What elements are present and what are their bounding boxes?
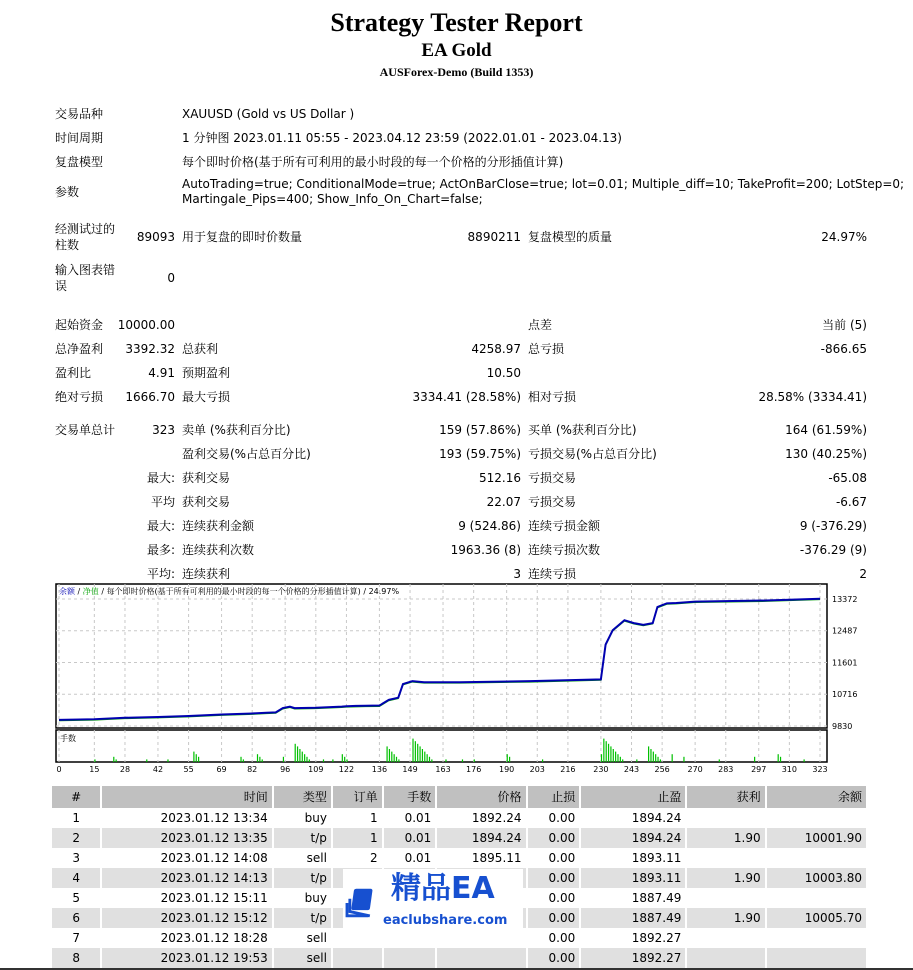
table-cell: 0.00 [527, 868, 581, 888]
column-header: 价格 [436, 786, 526, 808]
table-cell [766, 928, 867, 948]
x-tick-label: 297 [751, 765, 767, 774]
table-cell: 0.00 [527, 848, 581, 868]
table-cell: 2023.01.12 14:13 [101, 868, 272, 888]
volume-bar [306, 757, 307, 762]
table-cell: 0.00 [527, 888, 581, 908]
y-tick-label: 13372 [832, 595, 858, 604]
table-cell: 1894.24 [580, 808, 686, 828]
stat-spread: 当前 (5) [822, 318, 867, 332]
volume-bar [617, 754, 618, 762]
x-tick-label: 122 [338, 765, 355, 774]
table-cell: 2023.01.12 19:53 [101, 948, 272, 968]
volume-bar [396, 757, 397, 762]
volume-bar [636, 759, 637, 762]
table-cell: 1892.27 [580, 948, 686, 968]
volume-bar [309, 759, 310, 762]
stat-initial-deposit: 10000.00 [117, 318, 175, 332]
stat-avg-loss-label: 亏损交易 [528, 495, 577, 509]
volume-bar [622, 759, 623, 762]
volume-bar [509, 757, 510, 762]
stat-avg-cons-wins: 3 [513, 567, 521, 581]
table-cell [332, 948, 383, 968]
volume-bar [427, 754, 428, 762]
column-header: 订单 [332, 786, 383, 808]
stat-short-label: 卖单 (%获利百分比) [182, 423, 291, 437]
stat-max-dd: 3334.41 (28.58%) [412, 390, 521, 404]
watermark-site: eaclubshare.com [383, 913, 508, 928]
table-cell [436, 948, 526, 968]
x-tick-label: 270 [687, 765, 703, 774]
volume-bar [412, 739, 413, 762]
table-cell: 1887.49 [580, 908, 686, 928]
stat-gross-loss: -866.65 [820, 342, 867, 356]
stat-abs-dd: 1666.70 [125, 390, 175, 404]
column-header: # [52, 786, 101, 808]
table-cell: 0.00 [527, 928, 581, 948]
volume-bar [608, 744, 609, 762]
legend-entry: / 每个即时价格(基于所有可利用的最小时段的每一个价格的分形插值计算) / 24.97% [98, 587, 400, 596]
volume-bar [683, 757, 684, 762]
stat-maximal-cons-loss: -376.29 (9) [799, 543, 867, 557]
x-tick-label: 82 [247, 765, 258, 774]
table-row [52, 808, 867, 828]
volume-bar [507, 754, 508, 762]
table-cell: 1892.24 [436, 808, 526, 828]
stat-maximal-cons-profit-label: 连续获利次数 [182, 543, 255, 557]
x-tick-label: 256 [654, 765, 670, 774]
volume-bar [240, 757, 241, 762]
table-cell: 4 [52, 868, 101, 888]
table-cell: 1893.11 [580, 848, 686, 868]
volume-bar [259, 757, 260, 762]
stat-gross-profit-label: 总获利 [182, 342, 219, 356]
volume-bar [606, 741, 607, 762]
volume-bar [424, 752, 425, 762]
volume-bar [613, 749, 614, 762]
volume-bar [391, 752, 392, 762]
table-cell: t/p [273, 908, 332, 928]
x-tick-label: 136 [371, 765, 388, 774]
stat-avg-loss: -6.67 [835, 495, 867, 509]
stat-profit-factor-label: 盈利比 [55, 366, 92, 380]
stat-total-trades-label: 交易单总计 [55, 423, 116, 437]
stat-total-trades: 323 [152, 423, 175, 437]
volume-bar [323, 759, 324, 762]
stat-average-label: 平均 [150, 495, 175, 509]
symbol-value: XAUUSD (Gold vs US Dollar ) [182, 107, 355, 121]
column-header: 类型 [273, 786, 332, 808]
table-cell: 1894.24 [580, 828, 686, 848]
bars-value: 89093 [136, 230, 175, 244]
table-cell: buy [273, 808, 332, 828]
stat-profit-factor: 4.91 [148, 366, 175, 380]
volume-bar [431, 759, 432, 762]
table-cell: 1.90 [686, 908, 765, 928]
table-cell: 0.01 [383, 848, 437, 868]
x-tick-label: 28 [119, 765, 131, 774]
table-cell: 10003.80 [766, 868, 867, 888]
params-value: AutoTrading=true; ConditionalMode=true; ActOnBarClose=true; lot=0.01; Multiple_diff=10; TakeProfit=200; LotStep=0; [182, 177, 905, 191]
model-value: 每个即时价格(基于所有可利用的最小时段的每一个价格的分形插值计算) [182, 155, 564, 169]
column-header: 时间 [101, 786, 272, 808]
volume-bar [542, 759, 543, 762]
table-cell: 2023.01.12 13:34 [101, 808, 272, 828]
legend-entry: 净值 [82, 587, 99, 596]
stat-spread-label: 点差 [528, 318, 553, 332]
table-cell: 1.90 [686, 868, 765, 888]
stat-avg-profit: 22.07 [486, 495, 521, 509]
stat-avg-cons-wins-label: 连续获利 [182, 567, 231, 581]
table-cell: 2023.01.12 13:35 [101, 828, 272, 848]
volume-bar [342, 754, 343, 762]
table-cell [686, 888, 765, 908]
table-cell: 0.00 [527, 908, 581, 928]
column-header: 获利 [686, 786, 765, 808]
stat-avg2-label: 平均: [146, 567, 175, 581]
table-cell: 2023.01.12 14:08 [101, 848, 272, 868]
volume-bar [804, 759, 805, 762]
volume-bar [462, 759, 463, 762]
table-cell: 1 [332, 808, 383, 828]
table-cell: 1894.24 [436, 828, 526, 848]
bars-label: 经测试过的 [55, 222, 116, 236]
table-row [52, 848, 867, 868]
ea-name: EA Gold [421, 40, 492, 61]
volume-bar [193, 752, 194, 762]
stat-expected-payoff: 10.50 [486, 366, 521, 380]
volume-bar [299, 749, 300, 762]
volume-bar [620, 757, 621, 762]
volume-bar [719, 759, 720, 762]
symbol-label: 交易品种 [55, 107, 104, 121]
volume-bar [262, 759, 263, 762]
ticks-label: 用于复盘的即时价数量 [182, 230, 303, 244]
table-cell: 2023.01.12 15:11 [101, 888, 272, 908]
volume-bar [344, 757, 345, 762]
stat-long: 164 (61.59%) [785, 423, 867, 437]
column-header: 止盈 [580, 786, 686, 808]
volume-bar [445, 759, 446, 762]
legend-entry: / [75, 587, 83, 596]
x-tick-label: 283 [718, 765, 734, 774]
stat-largest-loss-label: 亏损交易 [528, 471, 577, 485]
table-cell: 1887.49 [580, 888, 686, 908]
watermark [343, 869, 523, 947]
stat-rel-dd-label: 相对亏损 [528, 390, 577, 404]
params-value-2: Martingale_Pips=400; Show_Info_On_Chart=false; [182, 192, 483, 206]
stat-max-cons-wins: 9 (524.86) [458, 519, 521, 533]
stat-max-dd-label: 最大亏损 [182, 390, 231, 404]
quality-value: 24.97% [821, 230, 867, 244]
volume-bar [603, 739, 604, 762]
table-cell: 1893.11 [580, 868, 686, 888]
volume-bar [346, 759, 347, 762]
volume-bar [394, 754, 395, 762]
stat-net-profit: 3392.32 [125, 342, 175, 356]
volume-bar [386, 746, 387, 762]
stat-gross-loss-label: 总亏损 [528, 342, 565, 356]
volume-bar [257, 754, 258, 762]
volume-bar [167, 759, 168, 762]
watermark-logo-icon [347, 887, 377, 919]
table-cell: 10005.70 [766, 908, 867, 928]
column-header: 止损 [527, 786, 581, 808]
volume-bar [297, 746, 298, 762]
volume-bar [780, 757, 781, 762]
volume-bar [648, 746, 649, 762]
volume-bar [415, 741, 416, 762]
volume-bar [417, 744, 418, 762]
table-cell: 2 [52, 828, 101, 848]
table-row [52, 948, 867, 968]
table-cell: 2 [332, 848, 383, 868]
ticks-value: 8890211 [467, 230, 521, 244]
stat-largest-profit-label: 获利交易 [182, 471, 231, 485]
stat-maximal-cons-loss-label: 连续亏损次数 [528, 543, 601, 557]
table-cell [766, 808, 867, 828]
volume-bar [398, 759, 399, 762]
y-tick-label: 9830 [832, 722, 853, 731]
table-cell: 1892.27 [580, 928, 686, 948]
stat-avg-cons-losses: 2 [859, 567, 867, 581]
y-tick-label: 11601 [832, 658, 858, 668]
stat-rel-dd: 28.58% (3334.41) [758, 390, 867, 404]
table-cell: 1.90 [686, 828, 765, 848]
stat-gross-profit: 4258.97 [471, 342, 521, 356]
table-cell: sell [273, 848, 332, 868]
stat-short: 159 (57.86%) [439, 423, 521, 437]
volume-bar [419, 746, 420, 762]
table-cell: 6 [52, 908, 101, 928]
volume-bar [672, 754, 673, 762]
table-cell: buy [273, 888, 332, 908]
x-tick-label: 0 [56, 765, 62, 774]
x-tick-label: 230 [593, 765, 609, 774]
watermark-brand: 精品EA [391, 871, 495, 906]
column-header: 余额 [766, 786, 867, 808]
x-tick-label: 310 [781, 765, 798, 774]
stat-max-cons-losses: 9 (-376.29) [799, 519, 867, 533]
table-cell: t/p [273, 828, 332, 848]
volume-bar [243, 759, 244, 762]
chart-frame [56, 584, 827, 728]
x-tick-label: 96 [280, 765, 291, 774]
table-cell: 1 [332, 828, 383, 848]
table-cell [686, 848, 765, 868]
table-cell [383, 948, 437, 968]
table-cell: 0.00 [527, 948, 581, 968]
volume-bar [113, 757, 114, 762]
stat-long-label: 买单 (%获利百分比) [528, 423, 637, 437]
quality-label: 复盘模型的质量 [528, 230, 613, 244]
volume-bar [198, 757, 199, 762]
x-tick-label: 55 [183, 765, 194, 774]
volume-label: 手数 [60, 734, 76, 743]
table-cell [766, 948, 867, 968]
y-tick-label: 12487 [832, 626, 858, 636]
stat-max-cons-losses-label: 连续亏损金额 [528, 519, 601, 533]
volume-bar [754, 757, 755, 762]
model-label: 复盘模型 [55, 155, 104, 169]
table-cell: 3 [52, 848, 101, 868]
volume-bar [429, 757, 430, 762]
volume-bar [650, 749, 651, 762]
stat-profit-trades: 193 (59.75%) [439, 447, 521, 461]
stat-abs-dd-label: 绝对亏损 [55, 390, 104, 404]
stat-largest-loss: -65.08 [828, 471, 867, 485]
table-cell: sell [273, 928, 332, 948]
table-cell [766, 848, 867, 868]
x-tick-label: 176 [466, 765, 482, 774]
period-value: 1 分钟图 2023.01.11 05:55 - 2023.04.12 23:59 (2022.01.01 - 2023.04.13) [182, 131, 622, 145]
volume-bar [283, 757, 284, 762]
volume-bar [196, 754, 197, 762]
volume-bar [422, 749, 423, 762]
x-tick-label: 15 [89, 765, 100, 774]
volume-bar [332, 759, 333, 762]
table-cell [686, 808, 765, 828]
table-cell: 2023.01.12 18:28 [101, 928, 272, 948]
report-title: Strategy Tester Report [330, 8, 583, 37]
table-cell [686, 928, 765, 948]
bars-label-2: 柱数 [55, 238, 80, 252]
server-name: AUSForex-Demo (Build 1353) [379, 65, 534, 79]
x-tick-label: 323 [812, 765, 828, 774]
volume-bar [295, 744, 296, 762]
balance-chart [55, 583, 858, 774]
volume-bar [660, 759, 661, 762]
stat-expected-payoff-label: 预期盈利 [182, 366, 231, 380]
x-tick-label: 216 [560, 765, 576, 774]
table-cell: 0.00 [527, 828, 581, 848]
volume-bar [302, 752, 303, 762]
stat-profit-trades-label: 盈利交易(%占总百分比) [182, 447, 311, 461]
volume-bar [116, 759, 117, 762]
period-label: 时间周期 [55, 131, 104, 145]
params-label: 参数 [55, 185, 80, 199]
errors-value: 0 [167, 271, 175, 285]
stat-avg-profit-label: 获利交易 [182, 495, 231, 509]
stat-initial-deposit-label: 起始资金 [55, 318, 104, 332]
table-cell: 1895.11 [436, 848, 526, 868]
legend-entry: 余额 [59, 587, 75, 596]
table-cell: 5 [52, 888, 101, 908]
volume-bar [146, 759, 147, 762]
stat-avg-cons-losses-label: 连续亏损 [528, 567, 577, 581]
x-tick-label: 243 [623, 765, 640, 774]
x-tick-label: 163 [435, 765, 451, 774]
table-cell: 0.01 [383, 808, 437, 828]
volume-bar [304, 754, 305, 762]
errors-label-2: 误 [55, 279, 68, 293]
chart-legend [59, 586, 399, 596]
table-cell: 8 [52, 948, 101, 968]
table-row [52, 828, 867, 848]
errors-label: 输入图表错 [55, 263, 116, 277]
column-header: 手数 [383, 786, 437, 808]
stat-max-cons-wins-label: 连续获利金额 [182, 519, 255, 533]
table-cell: 10001.90 [766, 828, 867, 848]
stat-max-label: 最大: [146, 519, 175, 533]
stat-net-profit-label: 总净盈利 [55, 342, 104, 356]
table-cell: 2023.01.12 15:12 [101, 908, 272, 928]
table-cell [686, 948, 765, 968]
x-tick-label: 109 [308, 765, 324, 774]
table-cell: 0.01 [383, 828, 437, 848]
volume-bar [653, 752, 654, 762]
volume-bar [657, 757, 658, 762]
volume-frame [56, 730, 827, 762]
stat-loss-trades-label: 亏损交易(%占总百分比) [528, 447, 657, 461]
x-tick-label: 190 [499, 765, 515, 774]
table-cell: 1 [52, 808, 101, 828]
x-tick-label: 203 [529, 765, 545, 774]
x-tick-label: 149 [402, 765, 418, 774]
stat-loss-trades: 130 (40.25%) [785, 447, 867, 461]
table-cell: sell [273, 948, 332, 968]
volume-bar [615, 752, 616, 762]
volume-bar [94, 759, 95, 762]
table-cell: t/p [273, 868, 332, 888]
stat-largest-label: 最大: [146, 471, 175, 485]
table-cell: 0.00 [527, 808, 581, 828]
x-tick-label: 69 [216, 765, 227, 774]
volume-bar [610, 746, 611, 762]
stat-maximal-label: 最多: [146, 543, 175, 557]
volume-bar [601, 754, 602, 762]
y-tick-label: 10716 [832, 690, 858, 700]
volume-bar [474, 759, 475, 762]
table-cell [766, 888, 867, 908]
table-cell: 7 [52, 928, 101, 948]
volume-bar [778, 754, 779, 762]
stat-maximal-cons-profit: 1963.36 (8) [450, 543, 521, 557]
stat-largest-profit: 512.16 [479, 471, 521, 485]
table-header-row [52, 786, 867, 808]
volume-bar [655, 754, 656, 762]
volume-bar [389, 749, 390, 762]
x-tick-label: 42 [152, 765, 164, 774]
